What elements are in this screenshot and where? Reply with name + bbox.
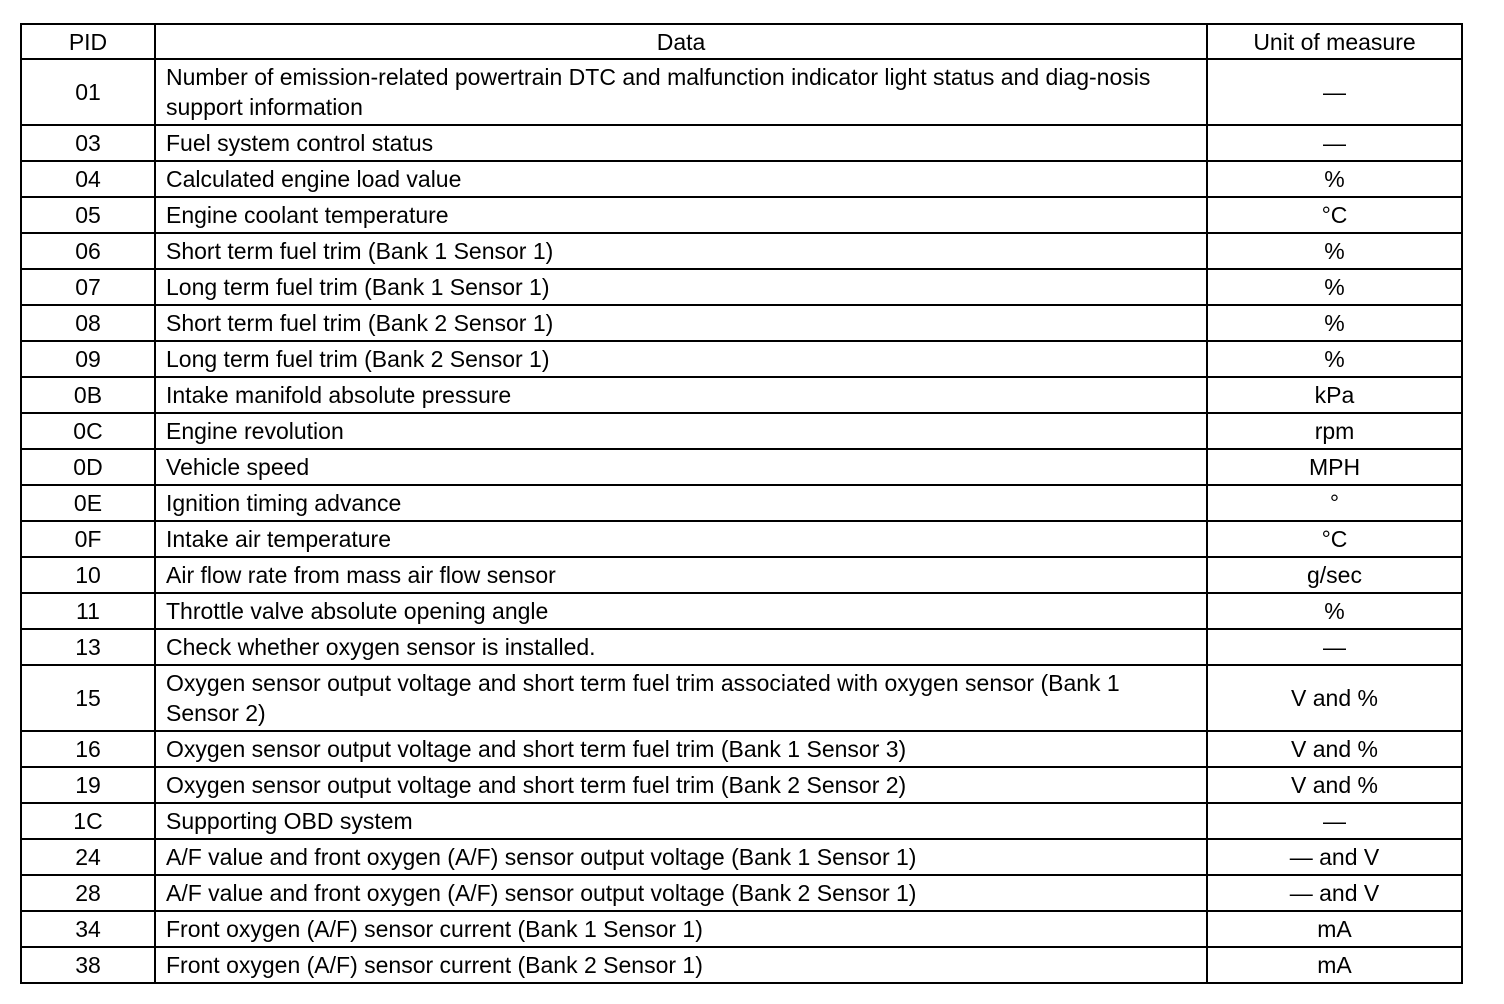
header-data: Data bbox=[155, 24, 1207, 59]
data-cell: Long term fuel trim (Bank 2 Sensor 1) bbox=[155, 341, 1207, 377]
unit-cell: V and % bbox=[1207, 767, 1462, 803]
unit-cell: g/sec bbox=[1207, 557, 1462, 593]
unit-cell: — and V bbox=[1207, 839, 1462, 875]
data-cell: Engine coolant temperature bbox=[155, 197, 1207, 233]
unit-cell: — bbox=[1207, 59, 1462, 125]
table-row bbox=[21, 731, 1462, 767]
data-cell: Supporting OBD system bbox=[155, 803, 1207, 839]
table-row bbox=[21, 521, 1462, 557]
table-row bbox=[21, 839, 1462, 875]
unit-cell: — and V bbox=[1207, 875, 1462, 911]
data-cell: Engine revolution bbox=[155, 413, 1207, 449]
unit-cell: V and % bbox=[1207, 731, 1462, 767]
table-row bbox=[21, 269, 1462, 305]
header-unit: Unit of measure bbox=[1207, 24, 1462, 59]
pid-cell: 24 bbox=[21, 839, 155, 875]
data-cell: Oxygen sensor output voltage and short term fuel trim associated with oxygen sensor (Bank 1 Sensor 2) bbox=[155, 665, 1207, 731]
pid-cell: 28 bbox=[21, 875, 155, 911]
pid-cell: 34 bbox=[21, 911, 155, 947]
pid-cell: 16 bbox=[21, 731, 155, 767]
pid-cell: 0E bbox=[21, 485, 155, 521]
table-header bbox=[21, 24, 1462, 59]
table-row bbox=[21, 377, 1462, 413]
unit-cell: — bbox=[1207, 125, 1462, 161]
pid-cell: 0D bbox=[21, 449, 155, 485]
header-row bbox=[21, 24, 1462, 59]
data-cell: Long term fuel trim (Bank 1 Sensor 1) bbox=[155, 269, 1207, 305]
table-row bbox=[21, 233, 1462, 269]
table-row bbox=[21, 305, 1462, 341]
table-row bbox=[21, 341, 1462, 377]
unit-cell: kPa bbox=[1207, 377, 1462, 413]
data-cell: Number of emission-related powertrain DTC and malfunction indicator light status and diag-nosis support information bbox=[155, 59, 1207, 125]
table-row bbox=[21, 485, 1462, 521]
unit-cell: rpm bbox=[1207, 413, 1462, 449]
data-cell: Fuel system control status bbox=[155, 125, 1207, 161]
table-row bbox=[21, 665, 1462, 731]
data-cell: A/F value and front oxygen (A/F) sensor output voltage (Bank 1 Sensor 1) bbox=[155, 839, 1207, 875]
unit-cell: °C bbox=[1207, 197, 1462, 233]
table-row bbox=[21, 557, 1462, 593]
data-cell: Front oxygen (A/F) sensor current (Bank 1 Sensor 1) bbox=[155, 911, 1207, 947]
unit-cell: — bbox=[1207, 629, 1462, 665]
unit-cell: % bbox=[1207, 269, 1462, 305]
pid-cell: 0F bbox=[21, 521, 155, 557]
unit-cell: % bbox=[1207, 305, 1462, 341]
pid-cell: 06 bbox=[21, 233, 155, 269]
data-cell: Oxygen sensor output voltage and short term fuel trim (Bank 1 Sensor 3) bbox=[155, 731, 1207, 767]
unit-cell: mA bbox=[1207, 947, 1462, 983]
table-row bbox=[21, 449, 1462, 485]
unit-cell: % bbox=[1207, 161, 1462, 197]
unit-cell: % bbox=[1207, 593, 1462, 629]
data-cell: Short term fuel trim (Bank 2 Sensor 1) bbox=[155, 305, 1207, 341]
table-row bbox=[21, 947, 1462, 983]
data-cell: Short term fuel trim (Bank 1 Sensor 1) bbox=[155, 233, 1207, 269]
pid-cell: 03 bbox=[21, 125, 155, 161]
table-row bbox=[21, 161, 1462, 197]
data-cell: Check whether oxygen sensor is installed. bbox=[155, 629, 1207, 665]
table-row bbox=[21, 767, 1462, 803]
table-row bbox=[21, 803, 1462, 839]
table-row bbox=[21, 413, 1462, 449]
data-cell: Ignition timing advance bbox=[155, 485, 1207, 521]
unit-cell: MPH bbox=[1207, 449, 1462, 485]
pid-cell: 07 bbox=[21, 269, 155, 305]
pid-cell: 09 bbox=[21, 341, 155, 377]
table-row bbox=[21, 125, 1462, 161]
data-cell: Air flow rate from mass air flow sensor bbox=[155, 557, 1207, 593]
table-row bbox=[21, 59, 1462, 125]
unit-cell: — bbox=[1207, 803, 1462, 839]
pid-cell: 08 bbox=[21, 305, 155, 341]
table-row bbox=[21, 629, 1462, 665]
pid-cell: 05 bbox=[21, 197, 155, 233]
unit-cell: % bbox=[1207, 233, 1462, 269]
header-pid: PID bbox=[21, 24, 155, 59]
unit-cell: mA bbox=[1207, 911, 1462, 947]
data-cell: Throttle valve absolute opening angle bbox=[155, 593, 1207, 629]
unit-cell: % bbox=[1207, 341, 1462, 377]
data-cell: Calculated engine load value bbox=[155, 161, 1207, 197]
pid-cell: 1C bbox=[21, 803, 155, 839]
pid-cell: 11 bbox=[21, 593, 155, 629]
pid-cell: 0B bbox=[21, 377, 155, 413]
unit-cell: °C bbox=[1207, 521, 1462, 557]
data-cell: Vehicle speed bbox=[155, 449, 1207, 485]
pid-cell: 0C bbox=[21, 413, 155, 449]
table-row bbox=[21, 197, 1462, 233]
pid-cell: 04 bbox=[21, 161, 155, 197]
table-row bbox=[21, 911, 1462, 947]
unit-cell: V and % bbox=[1207, 665, 1462, 731]
pid-cell: 38 bbox=[21, 947, 155, 983]
data-cell: Front oxygen (A/F) sensor current (Bank 2 Sensor 1) bbox=[155, 947, 1207, 983]
unit-cell: ° bbox=[1207, 485, 1462, 521]
pid-cell: 13 bbox=[21, 629, 155, 665]
pid-cell: 01 bbox=[21, 59, 155, 125]
data-cell: A/F value and front oxygen (A/F) sensor output voltage (Bank 2 Sensor 1) bbox=[155, 875, 1207, 911]
data-cell: Intake manifold absolute pressure bbox=[155, 377, 1207, 413]
data-cell: Intake air temperature bbox=[155, 521, 1207, 557]
pid-table bbox=[20, 23, 1463, 984]
pid-cell: 15 bbox=[21, 665, 155, 731]
data-cell: Oxygen sensor output voltage and short term fuel trim (Bank 2 Sensor 2) bbox=[155, 767, 1207, 803]
table-body bbox=[21, 59, 1462, 983]
table-row bbox=[21, 593, 1462, 629]
pid-cell: 19 bbox=[21, 767, 155, 803]
table-row bbox=[21, 875, 1462, 911]
pid-cell: 10 bbox=[21, 557, 155, 593]
